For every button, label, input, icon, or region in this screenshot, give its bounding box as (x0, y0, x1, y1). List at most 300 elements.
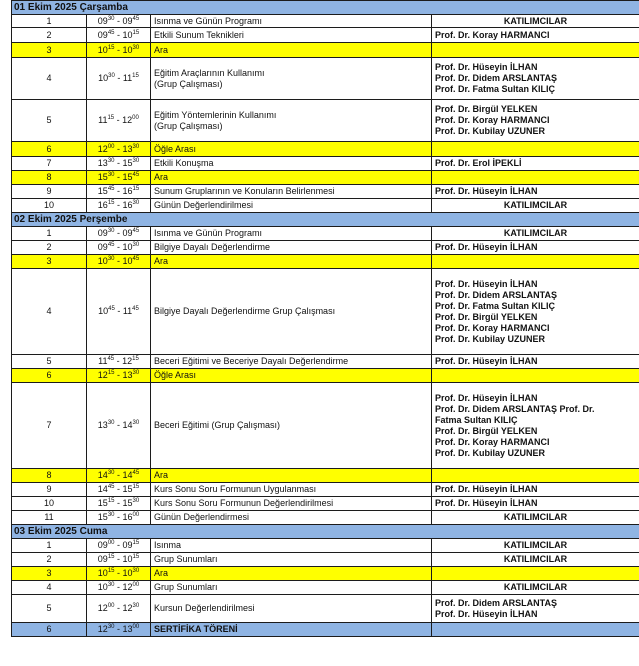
start-minute: 45 (107, 242, 115, 248)
time-separator: - (114, 186, 123, 196)
start-hour: 11 (98, 356, 108, 366)
end-hour: 12 (122, 356, 133, 366)
start-hour: 09 (97, 29, 108, 40)
session-row (12, 623, 639, 637)
time-separator: - (114, 582, 123, 592)
end-hour: 10 (122, 554, 133, 564)
session-activity (151, 43, 432, 58)
activity-line: Ara (154, 44, 169, 55)
end-minute: 30 (132, 44, 140, 51)
end-minute: 30 (132, 603, 140, 609)
activity-line: Ara (154, 470, 169, 480)
person-name: Prof. Dr. Hüseyin İLHAN (435, 392, 538, 403)
session-time (87, 355, 151, 369)
session-people (432, 483, 639, 497)
time-separator: - (114, 498, 123, 508)
activity-line: (Grup Çalışması) (154, 120, 223, 131)
start-hour: 11 (98, 115, 108, 125)
session-time (87, 511, 151, 525)
session-time (87, 142, 151, 157)
activity-line: Günün Değerlendirmesi (154, 512, 250, 522)
start-hour: 14 (97, 484, 108, 494)
session-time (87, 469, 151, 483)
time-separator: - (114, 172, 123, 182)
time-separator: - (114, 484, 123, 494)
session-activity (151, 497, 432, 511)
time-separator: - (114, 624, 123, 634)
activity-line: Eğitim Yöntemlerinin Kullanımı (154, 109, 277, 120)
session-number: 5 (12, 100, 87, 142)
session-activity (151, 553, 432, 567)
activity-line: (Grup Çalışması) (154, 78, 223, 89)
session-number: 1 (12, 539, 87, 553)
person-name: KATILIMCILAR (503, 554, 568, 564)
activity-line: Kurs Sonu Soru Formunun Uygulanması (154, 484, 317, 494)
session-activity (151, 355, 432, 369)
end-hour: 11 (122, 73, 133, 83)
session-number: 2 (12, 28, 87, 43)
session-row (12, 58, 639, 100)
activity-line: Isınma (154, 540, 182, 550)
start-minute: 45 (107, 484, 115, 490)
end-minute: 45 (132, 15, 140, 22)
end-minute: 45 (132, 306, 139, 312)
session-time (87, 15, 151, 28)
session-people (432, 58, 639, 100)
session-number: 6 (12, 142, 87, 157)
start-minute: 15 (107, 568, 115, 574)
end-hour: 14 (122, 420, 133, 430)
time-separator: - (114, 554, 123, 564)
session-people (432, 369, 639, 383)
end-hour: 09 (122, 15, 133, 26)
end-minute: 15 (132, 73, 139, 79)
session-activity (151, 255, 432, 269)
time-separator: - (114, 256, 123, 266)
person-name: Prof. Dr. Koray HARMANCI (435, 436, 550, 447)
end-minute: 30 (132, 143, 140, 150)
end-hour: 16 (122, 512, 133, 522)
session-time (87, 483, 151, 497)
start-hour: 10 (97, 256, 108, 266)
end-minute: 15 (132, 554, 140, 560)
session-time (87, 43, 151, 58)
start-hour: 15 (97, 172, 108, 182)
session-people (432, 269, 639, 355)
time-separator: - (114, 568, 123, 578)
end-minute: 45 (132, 172, 140, 178)
session-row (12, 355, 639, 369)
day-header-row (12, 525, 639, 539)
start-minute: 30 (108, 73, 115, 79)
person-name: Prof. Dr. Erol İPEKLİ (435, 158, 522, 168)
session-people (432, 539, 639, 553)
activity-line: Beceri Eğitimi (Grup Çalışması) (154, 420, 281, 430)
activity-line: Kursun Değerlendirilmesi (154, 603, 255, 613)
session-number: 1 (12, 227, 87, 241)
person-name: Prof. Dr. Didem ARSLANTAŞ (435, 597, 558, 608)
session-number: 11 (12, 511, 87, 525)
activity-line: Ara (154, 256, 169, 266)
session-time (87, 623, 151, 637)
day-header-row (12, 213, 639, 227)
start-minute: 30 (107, 158, 115, 164)
session-row (12, 383, 639, 469)
session-row (12, 28, 639, 43)
session-number: 8 (12, 171, 87, 185)
session-time (87, 100, 151, 142)
session-row (12, 539, 639, 553)
session-activity (151, 185, 432, 199)
session-people (432, 43, 639, 58)
session-activity (151, 483, 432, 497)
person-name: Prof. Dr. Didem ARSLANTAŞ (435, 73, 558, 83)
person-name: Prof. Dr. Hüseyin İLHAN (435, 356, 538, 366)
session-activity (151, 28, 432, 43)
session-people (432, 553, 639, 567)
start-minute: 30 (107, 228, 115, 234)
end-hour: 16 (122, 200, 133, 210)
activity-line: Isınma ve Günün Programı (154, 228, 263, 238)
end-hour: 15 (122, 484, 133, 494)
session-people (432, 595, 639, 623)
session-time (87, 157, 151, 171)
session-activity (151, 369, 432, 383)
session-row (12, 511, 639, 525)
end-hour: 09 (122, 228, 133, 238)
start-hour: 12 (97, 143, 108, 154)
session-people (432, 185, 639, 199)
activity-line: Bilgiye Dayalı Değerlendirme Grup Çalışması (154, 306, 336, 316)
start-hour: 10 (97, 44, 108, 55)
session-activity (151, 269, 432, 355)
activity-line: Beceri Eğitimi ve Beceriye Dayalı Değerlendirme (154, 356, 349, 366)
start-hour: 12 (97, 370, 108, 380)
session-row (12, 483, 639, 497)
person-name: Prof. Dr. Fatma Sultan KILIÇ (435, 300, 556, 311)
start-minute: 15 (107, 115, 115, 121)
end-minute: 30 (132, 568, 140, 574)
session-time (87, 185, 151, 199)
end-minute: 15 (132, 484, 140, 490)
session-time (87, 58, 151, 100)
start-hour: 15 (97, 512, 108, 522)
session-people (432, 469, 639, 483)
activity-line: Öğle Arası (154, 143, 197, 154)
end-minute: 00 (132, 512, 140, 518)
end-minute: 15 (132, 356, 139, 362)
activity-line: Etkili Konuşma (154, 158, 214, 168)
start-hour: 09 (97, 540, 108, 550)
session-row (12, 227, 639, 241)
session-activity (151, 227, 432, 241)
person-name: Prof. Dr. Birgül YELKEN (435, 104, 538, 114)
session-number: 10 (12, 497, 87, 511)
session-time (87, 581, 151, 595)
session-time (87, 269, 151, 355)
time-separator: - (114, 370, 123, 380)
session-time (87, 28, 151, 43)
session-number: 6 (12, 623, 87, 637)
start-hour: 13 (97, 158, 108, 168)
session-row (12, 497, 639, 511)
session-time (87, 567, 151, 581)
session-number: 4 (12, 269, 87, 355)
session-activity (151, 595, 432, 623)
activity-line: Grup Sunumları (154, 582, 218, 592)
activity-line: Kurs Sonu Soru Formunun Değerlendirilmesi (154, 498, 334, 508)
session-activity (151, 171, 432, 185)
end-hour: 10 (122, 44, 133, 55)
session-number: 5 (12, 595, 87, 623)
session-people (432, 623, 639, 637)
time-separator: - (114, 512, 123, 522)
session-people (432, 171, 639, 185)
person-name: Prof. Dr. Didem ARSLANTAŞ (435, 289, 558, 300)
activity-line: Öğle Arası (154, 370, 197, 380)
end-minute: 00 (132, 115, 139, 121)
start-hour: 12 (97, 624, 108, 634)
session-people (432, 497, 639, 511)
session-row (12, 369, 639, 383)
end-hour: 10 (122, 568, 133, 578)
end-hour: 12 (122, 582, 133, 592)
start-minute: 00 (107, 143, 115, 150)
time-separator: - (114, 306, 123, 316)
session-people (432, 227, 639, 241)
session-activity (151, 469, 432, 483)
session-activity (151, 511, 432, 525)
time-separator: - (114, 29, 123, 40)
end-hour: 12 (122, 115, 133, 125)
session-number: 2 (12, 553, 87, 567)
start-minute: 15 (107, 44, 115, 51)
start-minute: 30 (107, 15, 115, 22)
time-separator: - (114, 143, 123, 154)
start-minute: 15 (107, 498, 115, 504)
start-minute: 30 (107, 582, 115, 588)
session-number: 7 (12, 157, 87, 171)
activity-line: Bilgiye Dayalı Değerlendirme (154, 242, 271, 252)
start-minute: 15 (107, 370, 115, 376)
time-separator: - (114, 73, 123, 83)
start-minute: 00 (107, 540, 115, 546)
session-time (87, 171, 151, 185)
session-row (12, 142, 639, 157)
session-activity (151, 539, 432, 553)
start-hour: 09 (97, 554, 108, 564)
person-name: KATILIMCILAR (503, 228, 568, 238)
time-separator: - (114, 540, 123, 550)
end-hour: 16 (122, 186, 133, 196)
session-activity (151, 241, 432, 255)
session-activity (151, 199, 432, 213)
session-people (432, 567, 639, 581)
end-minute: 45 (132, 256, 140, 262)
person-name: Prof. Dr. Didem ARSLANTAŞ Prof. Dr. (435, 403, 595, 414)
activity-line: Ara (154, 172, 169, 182)
time-separator: - (114, 158, 123, 168)
person-name: Prof. Dr. Hüseyin İLHAN (435, 498, 538, 508)
session-number: 8 (12, 469, 87, 483)
session-number: 9 (12, 185, 87, 199)
person-name: Prof. Dr. Hüseyin İLHAN (435, 242, 538, 252)
activity-line: Etkili Sunum Teknikleri (154, 29, 244, 40)
session-activity (151, 15, 432, 28)
end-hour: 10 (122, 242, 133, 252)
session-time (87, 383, 151, 469)
session-activity (151, 567, 432, 581)
end-minute: 30 (132, 370, 140, 376)
session-people (432, 255, 639, 269)
end-hour: 14 (122, 470, 133, 480)
end-minute: 00 (132, 582, 140, 588)
session-row (12, 157, 639, 171)
end-minute: 15 (132, 186, 140, 192)
session-number: 6 (12, 369, 87, 383)
person-name: Prof. Dr. Koray HARMANCI (435, 322, 550, 333)
session-time (87, 255, 151, 269)
end-hour: 13 (122, 624, 133, 634)
session-number: 3 (12, 43, 87, 58)
start-hour: 10 (98, 73, 109, 83)
session-row (12, 567, 639, 581)
session-row (12, 185, 639, 199)
session-number: 3 (12, 567, 87, 581)
time-separator: - (114, 200, 123, 210)
session-row (12, 269, 639, 355)
person-name: Fatma Sultan KILIÇ (435, 414, 518, 425)
start-hour: 12 (97, 603, 108, 613)
start-hour: 10 (97, 582, 108, 592)
session-row (12, 241, 639, 255)
person-name: Prof. Dr. Hüseyin İLHAN (435, 186, 538, 196)
session-activity (151, 581, 432, 595)
session-time (87, 497, 151, 511)
activity-line: Isınma ve Günün Programı (154, 15, 263, 26)
start-minute: 15 (107, 200, 115, 206)
time-separator: - (114, 115, 123, 125)
session-time (87, 553, 151, 567)
end-minute: 45 (132, 228, 140, 234)
start-hour: 15 (97, 186, 108, 196)
person-name: Prof. Dr. Kubilay UZUNER (435, 126, 546, 136)
session-people (432, 511, 639, 525)
session-time (87, 241, 151, 255)
person-name: Prof. Dr. Birgül YELKEN (435, 311, 538, 322)
start-minute: 45 (107, 186, 115, 192)
session-activity (151, 157, 432, 171)
end-minute: 30 (132, 158, 140, 164)
start-hour: 10 (98, 306, 109, 316)
end-hour: 13 (122, 143, 133, 154)
start-hour: 10 (97, 568, 108, 578)
start-minute: 30 (107, 470, 115, 476)
session-number: 10 (12, 199, 87, 213)
activity-line: Ara (154, 568, 169, 578)
end-minute: 30 (132, 200, 140, 206)
end-hour: 15 (122, 498, 133, 508)
day-header-row (12, 1, 639, 15)
session-people (432, 355, 639, 369)
person-name: Prof. Dr. Birgül YELKEN (435, 425, 538, 436)
person-name: Prof. Dr. Hüseyin İLHAN (435, 62, 538, 72)
person-name: KATILIMCILAR (503, 15, 568, 26)
session-row (12, 15, 639, 28)
session-row (12, 595, 639, 623)
session-time (87, 227, 151, 241)
time-separator: - (114, 15, 123, 26)
session-people (432, 142, 639, 157)
time-separator: - (114, 44, 123, 55)
session-row (12, 100, 639, 142)
activity-line: Eğitim Araçlarının Kullanımı (154, 67, 265, 78)
time-separator: - (114, 356, 123, 366)
start-minute: 30 (107, 624, 115, 630)
end-hour: 11 (122, 306, 133, 316)
end-minute: 45 (132, 470, 140, 476)
start-hour: 09 (97, 242, 108, 252)
start-minute: 30 (107, 420, 115, 426)
session-number: 1 (12, 15, 87, 28)
start-minute: 00 (107, 603, 115, 609)
person-name: Prof. Dr. Hüseyin İLHAN (435, 608, 538, 619)
time-separator: - (114, 470, 123, 480)
end-hour: 09 (122, 540, 133, 550)
person-name: Prof. Dr. Fatma Sultan KILIÇ (435, 84, 556, 94)
time-separator: - (114, 228, 123, 238)
session-number: 4 (12, 58, 87, 100)
start-minute: 45 (107, 356, 115, 362)
day-title: 03 Ekim 2025 Cuma (12, 525, 639, 539)
person-name: Prof. Dr. Koray HARMANCI (435, 29, 550, 40)
day-title: 01 Ekim 2025 Çarşamba (12, 1, 639, 15)
end-hour: 12 (122, 603, 133, 613)
session-people (432, 157, 639, 171)
start-hour: 14 (97, 470, 108, 480)
session-number: 4 (12, 581, 87, 595)
start-hour: 16 (97, 200, 108, 210)
session-number: 5 (12, 355, 87, 369)
end-minute: 30 (132, 498, 140, 504)
session-row (12, 255, 639, 269)
session-activity (151, 623, 432, 637)
person-name: KATILIMCILAR (503, 582, 568, 592)
session-activity (151, 383, 432, 469)
session-people (432, 581, 639, 595)
day-title: 02 Ekim 2025 Perşembe (12, 213, 639, 227)
start-minute: 15 (107, 554, 115, 560)
person-name: Prof. Dr. Hüseyin İLHAN (435, 484, 538, 494)
end-hour: 15 (122, 172, 133, 182)
end-hour: 15 (122, 158, 133, 168)
start-hour: 13 (97, 420, 108, 430)
person-name: Prof. Dr. Kubilay UZUNER (435, 333, 546, 344)
person-name: Prof. Dr. Koray HARMANCI (435, 115, 550, 125)
person-name: KATILIMCILAR (503, 200, 568, 210)
session-row (12, 199, 639, 213)
session-number: 2 (12, 241, 87, 255)
start-minute: 30 (107, 512, 115, 518)
start-minute: 45 (108, 306, 115, 312)
session-number: 7 (12, 383, 87, 469)
end-hour: 10 (122, 256, 133, 266)
time-separator: - (114, 242, 123, 252)
end-hour: 10 (122, 29, 133, 40)
session-people (432, 241, 639, 255)
activity-line: Günün Değerlendirilmesi (154, 200, 254, 210)
schedule-table (11, 0, 639, 637)
